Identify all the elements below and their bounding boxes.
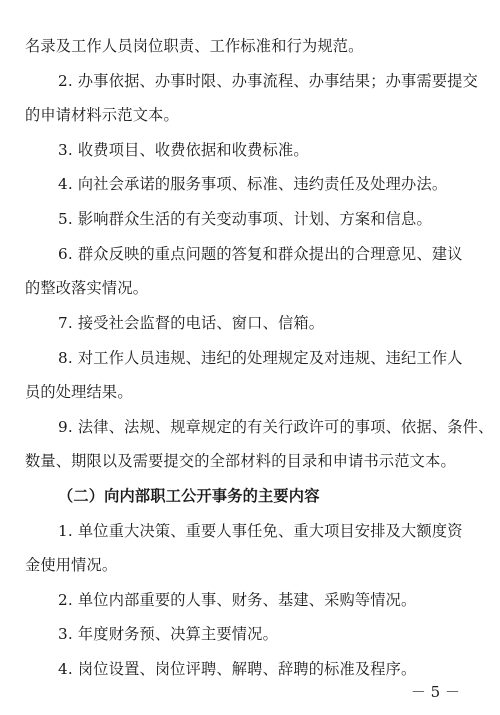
text-line: 8. 对工作人员违规、违纪的处理规定及对违规、违纪工作人 — [58, 349, 463, 367]
text-line: 员的处理结果。 — [25, 383, 133, 401]
text-line: 的申请材料示范文本。 — [25, 106, 179, 124]
text-line: 4. 岗位设置、岗位评聘、解聘、辞聘的标准及程序。 — [58, 660, 417, 678]
text-line: 数量、期限以及需要提交的全部材料的目录和申请书示范文本。 — [25, 452, 456, 470]
text-line: 2. 办事依据、办事时限、办事流程、办事结果；办事需要提交 — [58, 72, 478, 90]
text-line: 的整改落实情况。 — [25, 279, 149, 297]
text-line: 7. 接受社会监督的电话、窗口、信箱。 — [58, 314, 325, 332]
page-number: － 5 － — [410, 683, 460, 701]
text-line: 6. 群众反映的重点问题的答复和群众提出的合理意见、建议 — [58, 245, 463, 263]
section-heading: （二）向内部职工公开事务的主要内容 — [58, 487, 320, 505]
text-line: 金使用情况。 — [25, 556, 118, 574]
text-line: 3. 收费项目、收费依据和收费标准。 — [58, 141, 309, 159]
text-line: 5. 影响群众生活的有关变动事项、计划、方案和信息。 — [58, 210, 432, 228]
text-line: 名录及工作人员岗位职责、工作标准和行为规范。 — [25, 37, 364, 55]
text-line: 3. 年度财务预、决算主要情况。 — [58, 625, 278, 643]
text-line: 9. 法律、法规、规章规定的有关行政许可的事项、依据、条件、 — [58, 418, 494, 436]
text-line: 4. 向社会承诺的服务事项、标准、违约责任及处理办法。 — [58, 175, 448, 193]
text-line: 1. 单位重大决策、重要人事任免、重大项目安排及大额度资 — [58, 522, 463, 540]
text-line: 2. 单位内部重要的人事、财务、基建、采购等情况。 — [58, 591, 417, 609]
